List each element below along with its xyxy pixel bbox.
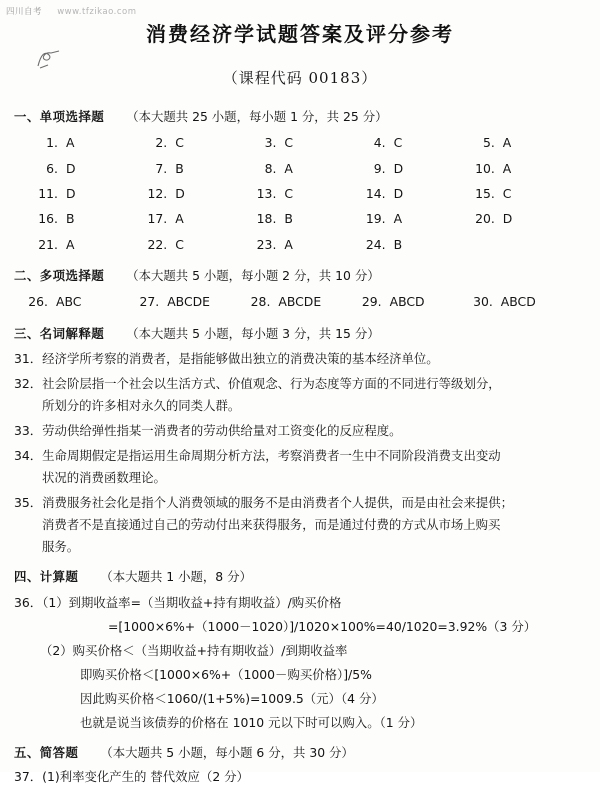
definition-line: 状况的消费函数理论。 <box>42 470 166 486</box>
answer-value: D <box>393 160 404 176</box>
answer-number: 10. <box>475 160 495 176</box>
answer-value: C <box>393 135 403 151</box>
answer-number: 3. <box>264 135 277 151</box>
answer-number: 5. <box>482 135 495 151</box>
section-title-single-choice: 一、单项选择题 <box>14 109 105 124</box>
answer-item <box>26 289 137 314</box>
answer-item <box>473 206 582 231</box>
watermark <box>6 5 137 17</box>
definition-item <box>14 492 582 558</box>
page-title: 消费经济学试题答案及评分参考 <box>146 22 454 46</box>
answer-value: D <box>66 160 76 176</box>
answer-value: A <box>502 135 512 151</box>
answer-item <box>145 181 254 206</box>
calculation-line: 因此购买价格＜1060/(1+5%)=1009.5（元）（4 分） <box>80 690 384 706</box>
answer-item <box>360 289 471 314</box>
multiple-choice-answer-grid <box>14 289 582 314</box>
answer-value: ABCD <box>389 294 425 310</box>
definition-line: 35．消费服务社会化是指个人消费领域的服务不是由消费者个人提供，而是由社会来提供； <box>14 495 514 511</box>
answer-number: 6. <box>46 160 58 176</box>
answer-number: 13. <box>256 185 277 201</box>
answer-item <box>36 181 145 206</box>
answer-item <box>137 289 248 314</box>
answer-value: B <box>284 211 293 227</box>
answer-item <box>145 206 254 231</box>
calculation-line: （2）购买价格＜（当期收益+持有期收益）/到期收益率 <box>40 642 348 658</box>
section-title-definitions: 三、名词解释题 <box>14 325 105 341</box>
answer-value: B <box>66 211 75 227</box>
definition-item <box>14 348 582 370</box>
answer-number: 26. <box>28 294 48 310</box>
section-meta-calculation: （本大题共 1 小题，8 分） <box>100 569 252 585</box>
answer-number: 22. <box>147 236 168 252</box>
section-title-calculation: 四、计算题 <box>14 569 79 585</box>
answer-number: 11. <box>38 185 58 201</box>
answer-item <box>471 289 582 314</box>
section-heading-calculation <box>14 566 582 588</box>
answer-item <box>473 130 582 155</box>
section-title-short-answer: 五、简答题 <box>14 745 79 761</box>
section-heading-short-answer <box>14 742 582 764</box>
answer-value: C <box>284 185 294 201</box>
answer-value: B <box>393 236 403 252</box>
answer-number: 9. <box>373 160 386 176</box>
answer-number: 14. <box>365 185 386 201</box>
answer-item-empty <box>473 232 582 257</box>
answer-number: 17. <box>147 211 168 227</box>
watermark-url-text: www.tfzikao.com <box>57 7 137 17</box>
definition-item <box>14 420 582 442</box>
answer-number: 12. <box>147 185 168 201</box>
answer-item <box>254 181 363 206</box>
definition-line: 所划分的许多相对永久的同类人群。 <box>42 397 241 413</box>
answer-value: ABCDE <box>167 294 210 310</box>
answer-item <box>254 156 363 181</box>
definition-line: 34．生命周期假定是指运用生命周期分析方法，考察消费者一生中不同阶段消费支出变动 <box>14 448 501 464</box>
answer-number: 4. <box>373 135 386 151</box>
answer-value: ABCDE <box>278 294 322 310</box>
answer-number: 8. <box>264 160 277 176</box>
answer-value: C <box>502 185 512 201</box>
definition-item <box>14 373 582 417</box>
definition-line: 33．劳动供给弹性指某一消费者的劳动供给量对工资变化的反应程度。 <box>14 423 402 438</box>
answer-value: A <box>175 211 184 227</box>
answer-item <box>364 156 473 181</box>
answer-item <box>36 232 145 257</box>
course-code-subtitle: （课程代码 00183） <box>222 69 378 87</box>
answer-item <box>248 289 359 314</box>
answer-item <box>36 156 145 181</box>
answer-value: D <box>393 185 404 201</box>
answer-number: 27. <box>139 294 160 310</box>
answer-value: C <box>175 236 184 252</box>
answer-value: D <box>175 185 185 201</box>
answer-value: C <box>284 135 294 151</box>
calculation-line: 也就是说当该债券的价格在 1010 元以下时可以购入。（1 分） <box>80 714 423 730</box>
answer-value: A <box>393 211 403 227</box>
calculation-line: =[1000×6%+（1000－1020）]/1020×100%=40/1020=3.92%（3 分） <box>108 618 537 634</box>
definition-line: 消费者不是直接通过自己的劳动付出来获得服务，而是通过付费的方式从市场上购买 <box>42 517 501 533</box>
single-choice-answer-grid <box>14 130 582 257</box>
handwritten-scribble-mark <box>36 48 62 70</box>
answer-value: ABCD <box>500 294 536 310</box>
answer-number: 18. <box>256 211 277 227</box>
answer-item <box>254 232 363 257</box>
answer-value: B <box>175 160 184 176</box>
section-title-multiple-choice: 二、多项选择题 <box>14 268 105 284</box>
answer-item <box>473 181 582 206</box>
answer-number: 21. <box>38 236 58 252</box>
section-meta-definitions: （本大题共 5 小题，每小题 3 分，共 15 分） <box>126 325 380 341</box>
answer-item <box>364 130 473 155</box>
section-meta-multiple-choice: （本大题共 5 小题，每小题 2 分，共 10 分） <box>126 268 380 284</box>
answer-value: A <box>66 236 75 252</box>
calculation-line: 36．（1）到期收益率=（当期收益+持有期收益）/购买价格 <box>14 594 342 610</box>
answer-item <box>145 156 254 181</box>
answer-number: 15. <box>475 185 495 201</box>
answer-item <box>36 206 145 231</box>
section-heading-single-choice <box>14 106 582 128</box>
answer-value: D <box>502 211 513 227</box>
definition-line: 32．社会阶层指一个社会以生活方式、价值观念、行为态度等方面的不同进行等级划分， <box>14 375 501 391</box>
watermark-left-text: 四川自考 <box>6 7 43 17</box>
answer-value: D <box>66 185 76 201</box>
answer-value: A <box>284 160 293 176</box>
section-heading-definitions <box>14 323 582 345</box>
answer-item <box>254 206 363 231</box>
answer-value: A <box>66 135 75 151</box>
answer-number: 20. <box>475 211 495 227</box>
answer-item <box>145 130 254 155</box>
answer-item <box>36 130 145 155</box>
answer-item <box>364 181 473 206</box>
document-body <box>0 106 600 788</box>
answer-number: 30. <box>473 294 493 310</box>
answer-number: 7. <box>155 160 168 176</box>
answer-number: 19. <box>365 211 386 227</box>
answer-item <box>364 232 473 257</box>
answer-number: 28. <box>250 294 271 310</box>
answer-number: 24. <box>365 236 386 252</box>
answer-value: A <box>502 160 512 176</box>
section-heading-multiple-choice <box>14 265 582 287</box>
answer-number: 2. <box>155 135 168 151</box>
answer-value: ABC <box>56 294 82 310</box>
section-meta-single-choice: （本大题共 25 小题，每小题 1 分，共 25 分） <box>126 109 388 124</box>
answer-number: 16. <box>38 211 58 227</box>
short-answer-item: 37．(1)利率变化产生的 替代效应（2 分） <box>14 769 249 785</box>
answer-item <box>364 206 473 231</box>
answer-value: C <box>175 135 184 151</box>
answer-item <box>473 156 582 181</box>
definition-line: 31．经济学所考察的消费者，是指能够做出独立的消费决策的基本经济单位。 <box>14 350 439 366</box>
definition-item <box>14 445 582 489</box>
answer-number: 23. <box>256 236 277 252</box>
answer-value: A <box>284 236 293 252</box>
calculation-line: 即购买价格＜[1000×6%+（1000－购买价格）]/5% <box>80 666 372 682</box>
answer-number: 1. <box>46 135 58 151</box>
definition-line: 服务。 <box>42 539 80 555</box>
answer-item <box>145 232 254 257</box>
answer-item <box>254 130 363 155</box>
section-meta-short-answer: （本大题共 5 小题，每小题 6 分，共 30 分） <box>100 745 354 761</box>
answer-number: 29. <box>361 294 382 310</box>
